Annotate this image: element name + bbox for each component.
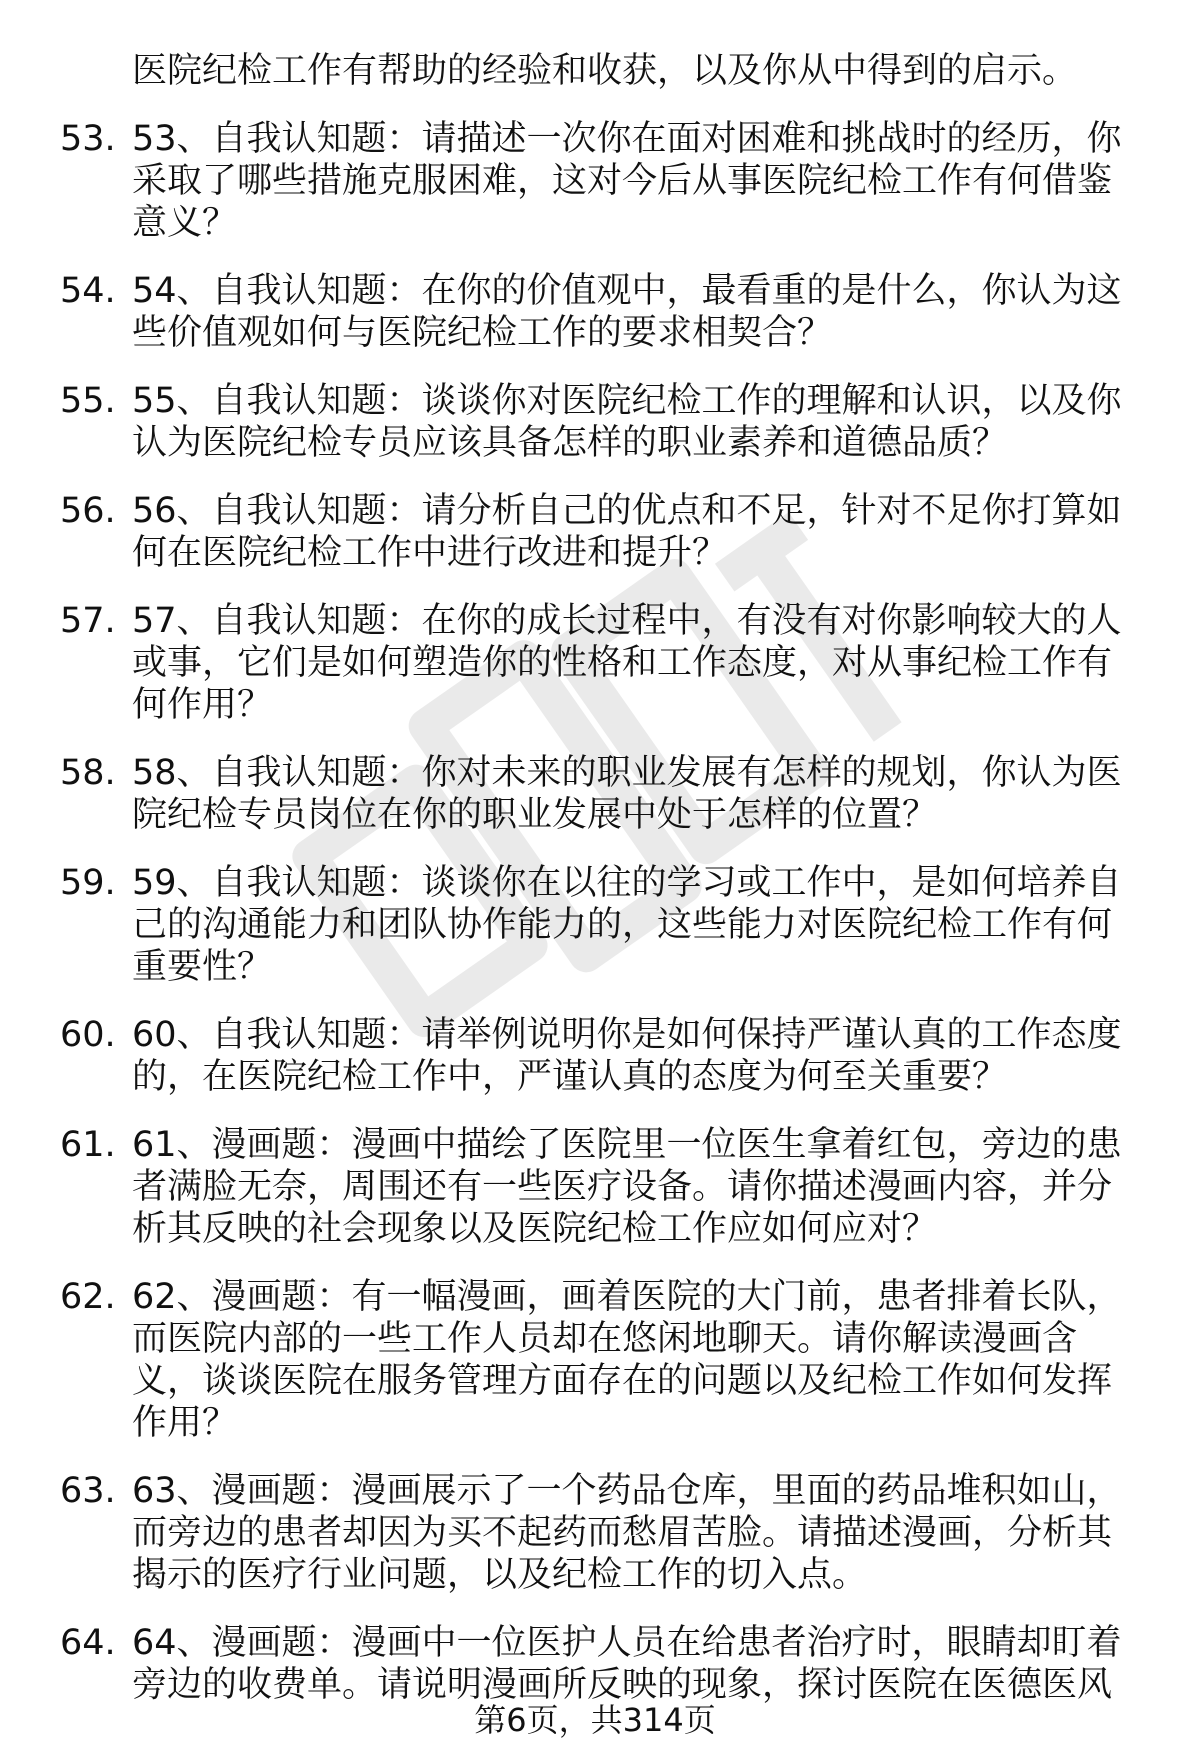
list-item [60, 380, 1160, 464]
list-item [60, 1622, 1160, 1706]
item-number: 63. [60, 1471, 116, 1511]
item-number: 56. [60, 491, 116, 531]
text-line: 62、漫画题：有一幅漫画，画着医院的大门前，患者排着长队， [132, 1277, 1122, 1317]
text-line: 认为医院纪检专员应该具备怎样的职业素养和道德品质？ [132, 423, 1008, 463]
list-item [60, 490, 1160, 574]
text-line: 61、漫画题：漫画中描绘了医院里一位医生拿着红包，旁边的患 [132, 1125, 1122, 1165]
text-line: 的，在医院纪检工作中，严谨认真的态度为何至关重要？ [132, 1057, 1008, 1097]
text-line: 何在医院纪检工作中进行改进和提升？ [132, 533, 728, 573]
text-line: 59、自我认知题：谈谈你在以往的学习或工作中，是如何培养自 [132, 863, 1122, 903]
item-text [132, 862, 1132, 988]
text-line: 院纪检专员岗位在你的职业发展中处于怎样的位置？ [132, 795, 938, 835]
text-line: 56、自我认知题：请分析自己的优点和不足，针对不足你打算如 [132, 491, 1122, 531]
list-item [60, 1276, 1160, 1444]
item-number: 60. [60, 1015, 116, 1055]
text-line: 或事，它们是如何塑造你的性格和工作态度，对从事纪检工作有 [132, 643, 1113, 683]
list-item [60, 270, 1160, 354]
item-number: 58. [60, 753, 116, 793]
item-number: 54. [60, 271, 116, 311]
item-text [132, 1124, 1132, 1250]
text-line: 者满脸无奈，周围还有一些医疗设备。请你描述漫画内容，并分 [132, 1167, 1113, 1207]
item-number: 62. [60, 1277, 116, 1317]
item-text [132, 1014, 1132, 1098]
text-line: 何作用？ [132, 685, 273, 725]
item-text [132, 490, 1132, 574]
item-number: 55. [60, 381, 116, 421]
text-line: 57、自我认知题：在你的成长过程中，有没有对你影响较大的人 [132, 601, 1122, 641]
list-item [60, 1470, 1160, 1596]
text-line: 己的沟通能力和团队协作能力的，这些能力对医院纪检工作有何 [132, 905, 1113, 945]
page-footer: 第6页，共314页 [474, 1701, 716, 1739]
content-area [60, 50, 1160, 1732]
text-line: 作用？ [132, 1403, 238, 1443]
item-text [132, 380, 1132, 464]
item-text [132, 752, 1132, 836]
text-line: 58、自我认知题：你对未来的职业发展有怎样的规划，你认为医 [132, 753, 1122, 793]
item-number: 59. [60, 863, 116, 903]
list-item [60, 118, 1160, 244]
text-line: 而旁边的患者却因为买不起药而愁眉苦脸。请描述漫画，分析其 [132, 1513, 1113, 1553]
question-list [60, 118, 1160, 1706]
item-text [132, 270, 1132, 354]
text-line: 54、自我认知题：在你的价值观中，最看重的是什么，你认为这 [132, 271, 1122, 311]
text-line: 意义？ [132, 203, 238, 243]
text-line: 64、漫画题：漫画中一位医护人员在给患者治疗时，眼睛却盯着 [132, 1623, 1122, 1663]
list-item [60, 600, 1160, 726]
text-line: 些价值观如何与医院纪检工作的要求相契合？ [132, 313, 833, 353]
list-item [60, 862, 1160, 988]
text-line: 重要性？ [132, 947, 273, 987]
item-text [132, 600, 1132, 726]
list-item [60, 1014, 1160, 1098]
item-text [132, 1276, 1132, 1444]
text-line: 55、自我认知题：谈谈你对医院纪检工作的理解和认识，以及你 [132, 381, 1122, 421]
text-line: 而医院内部的一些工作人员却在悠闲地聊天。请你解读漫画含 [132, 1319, 1078, 1359]
item-text [132, 1622, 1132, 1706]
item-number: 64. [60, 1623, 116, 1663]
item-number: 53. [60, 119, 116, 159]
item-number: 61. [60, 1125, 116, 1165]
text-line: 旁边的收费单。请说明漫画所反映的现象，探讨医院在医德医风 [132, 1665, 1113, 1705]
item-text [132, 118, 1132, 244]
text-line: 揭示的医疗行业问题，以及纪检工作的切入点。 [132, 1555, 868, 1595]
text-line: 53、自我认知题：请描述一次你在面对困难和挑战时的经历，你 [132, 119, 1122, 159]
continuation-line: 医院纪检工作有帮助的经验和收获，以及你从中得到的启示。 [132, 51, 1078, 91]
item-number: 57. [60, 601, 116, 641]
text-line: 义，谈谈医院在服务管理方面存在的问题以及纪检工作如何发挥 [132, 1361, 1113, 1401]
text-line: 63、漫画题：漫画展示了一个药品仓库，里面的药品堆积如山， [132, 1471, 1122, 1511]
item-text [132, 1470, 1132, 1596]
text-line: 析其反映的社会现象以及医院纪检工作应如何应对？ [132, 1209, 938, 1249]
list-item [60, 752, 1160, 836]
text-line: 60、自我认知题：请举例说明你是如何保持严谨认真的工作态度 [132, 1015, 1122, 1055]
text-line: 采取了哪些措施克服困难，这对今后从事医院纪检工作有何借鉴 [132, 161, 1113, 201]
list-item [60, 1124, 1160, 1250]
